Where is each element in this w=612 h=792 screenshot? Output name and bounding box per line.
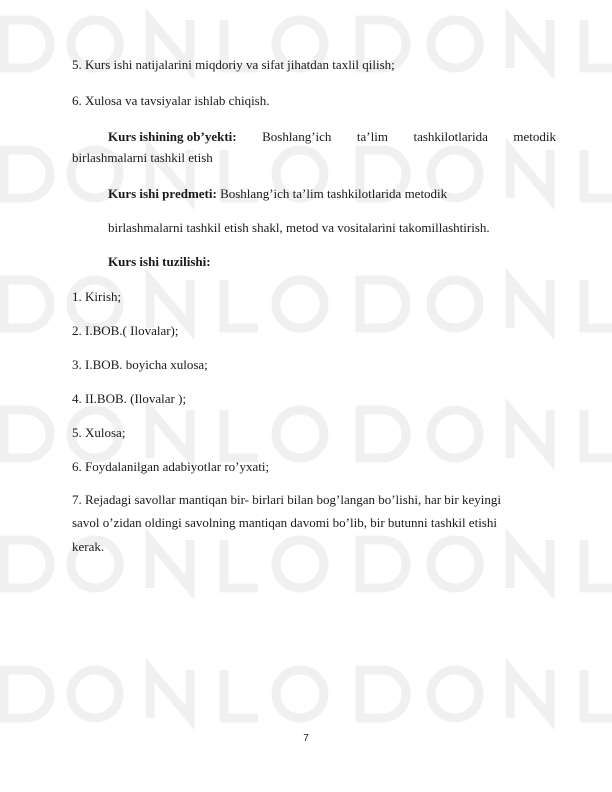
goal-item-6: 6. Xulosa va tavsiyalar ishlab chiqish. — [72, 93, 270, 108]
structure-item-6: 6. Foydalanilgan adabiyotlar ro’yxati; — [72, 459, 270, 474]
object-word-3: tashkilotlarida — [413, 129, 488, 144]
subject-line — [108, 186, 447, 202]
goal-item-5: 5. Kurs ishi natijalarini miqdoriy va sifat jihatdan taxlil qilish; — [72, 57, 395, 72]
subject-text: Boshlang’ich ta’lim tashkilotlarida metodik — [216, 186, 448, 201]
structure-heading: Kurs ishi tuzilishi: — [108, 254, 211, 269]
subject-label: Kurs ishi predmeti: — [108, 186, 217, 201]
object-line — [108, 129, 556, 145]
note-line-1: 7. Rejadagi savollar mantiqan bir- birlari bilan bog’langan bo’lishi, har bir keyingi — [72, 492, 501, 507]
note-line-2: savol o’zidan oldingi savolning mantiqan davomi bo’lib, bir butunni tashkil etishi — [72, 515, 497, 530]
structure-item-4: 4. II.BOB. (Ilovalar ); — [72, 391, 187, 406]
note-line-3: kerak. — [72, 539, 105, 554]
object-label: Kurs ishining ob’yekti: — [108, 129, 237, 144]
object-word-2: ta’lim — [356, 129, 388, 144]
object-word-1: Boshlang’ich — [262, 129, 332, 144]
subject-continuation: birlashmalarni tashkil etish shakl, metod va vositalarini takomillashtirish. — [108, 220, 490, 235]
structure-item-3: 3. I.BOB. boyicha xulosa; — [72, 357, 208, 372]
page-number: 7 — [303, 733, 309, 744]
structure-item-2: 2. I.BOB.( Ilovalar); — [72, 323, 179, 338]
structure-item-1: 1. Kirish; — [72, 289, 122, 304]
object-word-4: metodik — [513, 129, 556, 144]
structure-item-5: 5. Xulosa; — [72, 425, 126, 440]
object-continuation: birlashmalarni tashkil etish — [72, 150, 213, 165]
